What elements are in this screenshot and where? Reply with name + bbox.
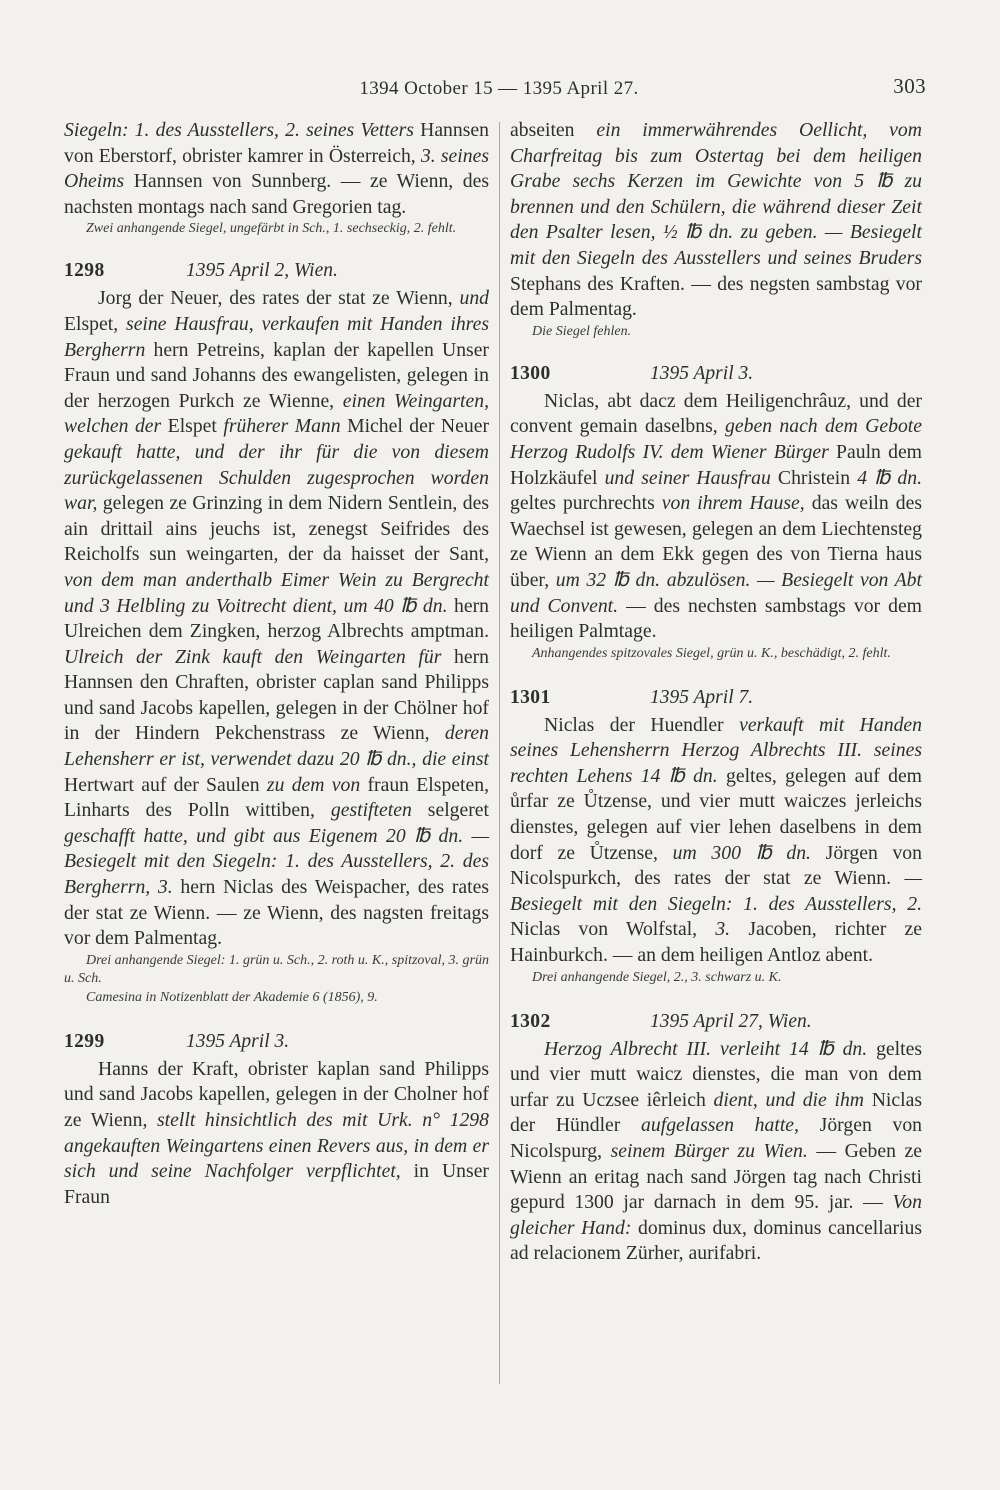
entry-heading-1301	[510, 685, 922, 711]
italic-run: deren Lehensherr er ist, verwendet dazu 20 ℔ dn., die einst	[64, 722, 489, 771]
left-column	[64, 118, 489, 1210]
italic-run: ein immerwährendes Oellicht, vom Charfreitag bis zum Ostertag bei dem heiligen Grabe sechs Kerzen im Gewichte von 5 ℔ zu brennen und den Schülern, die während dieser Zeit den Psalter lesen, ½ ℔ dn. zu geben. — Besiegelt mit den Siegeln des Ausstellers und seines Bruders	[510, 119, 922, 269]
text-run: geltes, gelegen auf dem ůrfar ze Ůtzense, und vier mutt waiczes jerleichs dienstes, gelegen auf vier lehen daselbens in dem dorf ze Ůtzense,	[510, 764, 922, 864]
seal-note: Zwei anhangende Siegel, ungefärbt in Sch., 1. sechseckig, 2. fehlt.	[86, 221, 457, 237]
italic-run: 3. seines Oheims	[64, 144, 489, 193]
running-head: 1394 October 15 — 1395 April 27.	[359, 78, 639, 99]
text-run: Michel der Neuer	[340, 415, 489, 438]
italic-run: seinem Bürger zu Wien.	[610, 1140, 808, 1162]
entry-number: 1299	[64, 1030, 105, 1052]
entry-number: 1301	[510, 686, 551, 708]
text-run: Hanns der Kraft, obrister kaplan sand Philipps und sand Jacobs kapellen, gelegen in der Cholner hof ze Wienn,	[64, 1057, 489, 1131]
text-run: Niclas der Huendler	[544, 713, 740, 736]
italic-run: früherer Mann	[223, 415, 341, 438]
entry-number: 1302	[510, 1010, 551, 1032]
italic-run: zu dem von	[266, 773, 361, 796]
italic-run: Siegeln: 1. des Ausstellers, 2. seines Vetters	[64, 119, 414, 141]
entry-text-1302	[510, 1037, 922, 1267]
column-divider	[499, 122, 500, 1384]
text-run: das weiln des Waechsel ist gewesen, gelegen an dem Liechtensteg ze Wienn an dem Ekk gegen des von Tierna haus über,	[510, 492, 922, 591]
entry-date: 1395 April 7.	[650, 686, 754, 708]
text-run: — Geben ze Wienn an eritag nach sand Jörgen tag nach Christi gepurd 1300 jar darnach in dem 95. jar. —	[510, 1140, 922, 1214]
entry-number: 1298	[64, 260, 105, 282]
italic-run: — Besiegelt mit den Siegeln: 1. des Ausstellers, 2.	[510, 867, 922, 915]
entry-date: 1395 April 3.	[186, 1030, 290, 1052]
text-run: Jörgen von Nicolspurkch, des rates der stat ze Wienn.	[510, 841, 922, 890]
text-run: Jorg der Neuer, des rates der stat ze Wienn,	[98, 287, 460, 310]
italic-run: 4 ℔ dn.	[857, 466, 923, 489]
italic-run: geschafft hatte, und gibt aus Eigenem 20 ℔ dn. — Besiegelt mit den Siegeln: 1. des Ausstellers, 2. des Bergherrn, 3.	[64, 824, 489, 899]
italic-run: stellt hinsichtlich des mit Urk. n° 1298 angekauften Weingartens einen Revers aus, in dem er sich und seine Nachfolger verpflichtet,	[64, 1109, 489, 1183]
seal-note-1298: Drei anhangende Siegel: 1. grün u. Sch., 2. roth u. K., spitzoval, 3. grün u. Sch.	[64, 952, 489, 986]
text-run: gelegen ze Grinzing in dem Nidern Sentlein, des ain drittail ains jeuchs ist, zenegst Seifrides des Reicholfs sun weingarten, der da haisset der Sant,	[64, 492, 489, 566]
italic-run: dient, und die ihm	[713, 1088, 864, 1111]
italic-run: von dem man anderthalb Eimer Wein zu Bergrecht und 3 Helbling zu Voitrecht dient, um 40 ℔ dn.	[64, 568, 489, 617]
continued-text	[510, 118, 922, 323]
text-run: Elspet,	[64, 312, 127, 335]
text-run: — des nechsten sambstags vor dem heiligen Palmtage.	[510, 594, 922, 643]
text-run: geltes purchrechts	[510, 492, 662, 515]
text-run: selgeret	[411, 799, 490, 822]
entry-date: 1395 April 27, Wien.	[650, 1010, 812, 1032]
text-run: Hannsen von Sunnberg. — ze Wienn, des nachsten montags nach sand Gregorien tag.	[64, 170, 489, 218]
page-header	[68, 70, 930, 110]
entry-text-1301	[510, 713, 922, 969]
italic-run: gestifteten	[330, 799, 412, 822]
italic-run: aufgelassen hatte,	[641, 1114, 799, 1137]
text-run: Stephans des Kraften. — des negsten sambstag vor dem Palmentag.	[510, 272, 922, 321]
italic-run: von ihrem Hause,	[661, 492, 805, 515]
entry-heading-1299	[64, 1029, 489, 1055]
text-run: Elspet	[161, 415, 224, 438]
italic-run: Von gleicher Hand:	[510, 1191, 922, 1239]
entry-heading-1300	[510, 361, 922, 387]
seal-note-1301: Drei anhangende Siegel, 2., 3. schwarz u. K.	[532, 969, 782, 985]
italic-run: geben nach dem Gebote Herzog Rudolfs IV. dem Wiener Bürger	[510, 415, 922, 463]
entry-date: 1395 April 3.	[650, 362, 754, 384]
text-run: Hannsen von Eberstorf, obrister kamrer in Österreich,	[64, 119, 489, 167]
text-run: in Unser Fraun	[64, 1160, 489, 1208]
text-run: Niclas von Wolfstal,	[510, 918, 716, 941]
italic-run: und seiner Hausfrau	[604, 466, 771, 489]
italic-run: verkauft mit Handen seines Lehensherrn Herzog Albrechts III. seines rechten Lehens 14 ℔ dn.	[510, 713, 922, 787]
continued-text	[64, 118, 489, 220]
text-run: Niclas, abt dacz dem Heiligenchrâuz, und der convent gemain daselbns,	[510, 389, 922, 438]
italic-run: seine Hausfrau, verkaufen mit Handen ihres Bergherrn	[64, 312, 489, 361]
text-run: Hertwart auf der Saulen	[64, 773, 267, 796]
entry-heading-1298	[64, 258, 489, 284]
italic-run: um 32 ℔ dn. abzulösen. — Besiegelt von Abt und Convent.	[510, 568, 922, 617]
italic-run: Ulreich der Zink kauft den Weingarten für	[64, 645, 442, 668]
text-run: Pauln dem Holzkäufel	[510, 440, 922, 489]
italic-run: gekauft hatte, und der ihr für die von diesem zurückgelassenen Schulden zugesprochen worden war,	[64, 440, 489, 515]
entry-text-1300	[510, 389, 922, 645]
entry-text-1298	[64, 286, 489, 951]
seal-note: Die Siegel fehlen.	[532, 323, 632, 339]
italic-run: einen Weingarten, welchen der	[64, 389, 489, 438]
entry-text-1299	[64, 1057, 489, 1211]
seal-note-1300: Anhangendes spitzovales Siegel, grün u. K., beschädigt, 2. fehlt.	[532, 645, 891, 661]
entry-date: 1395 April 2, Wien.	[186, 260, 338, 282]
italic-run: und	[459, 287, 489, 310]
right-column	[510, 118, 922, 1267]
citation-1298: Camesina in Notizenblatt der Akademie 6 (1856), 9.	[86, 989, 378, 1005]
text-run: hern Hannsen den Chraften, obrister caplan sand Philipps und sand Jacobs kapellen, gelegen in der Chölner hof in der Hindern Pekchenstrass ze Wienn,	[64, 645, 490, 745]
text-run: hern Ulreichen dem Zingken, herzog Albrechts amptman.	[64, 594, 489, 643]
text-run: geltes und vier mutt waicz dienstes, die man von dem urfar zu Uczsee iêrleich	[510, 1037, 923, 1111]
text-run: Jacoben, richter ze Hainburkch. — an dem heiligen Antloz abent.	[510, 918, 922, 967]
text-run: hern Petreins, kaplan der kapellen Unser Fraun und sand Johanns des ewangelisten, gelegen in der herzogen Purkch ze Wienne,	[64, 338, 489, 412]
text-run: hern Niclas des Weispacher, des rates der stat ze Wienn. — ze Wienn, des nagsten freitags vor dem Palmentag.	[64, 876, 489, 950]
italic-run: Herzog Albrecht III. verleiht 14 ℔ dn.	[544, 1037, 868, 1060]
text-run: Jörgen von Nicolspurg,	[510, 1114, 923, 1162]
text-run: Niclas der Hündler	[510, 1088, 922, 1137]
entry-number: 1300	[510, 362, 551, 384]
text-run: fraun Elspeten, Linharts des Polln wittiben,	[64, 773, 489, 822]
text-run: dominus dux, dominus cancellarius ad relacionem Zürher, aurifabri.	[510, 1216, 922, 1265]
text-run: Christein	[770, 466, 858, 489]
page-number: 303	[893, 74, 926, 98]
text-run: abseiten	[510, 119, 597, 141]
entry-heading-1302	[510, 1009, 922, 1035]
italic-run: 3.	[715, 918, 731, 941]
italic-run: um 300 ℔ dn.	[672, 841, 811, 864]
